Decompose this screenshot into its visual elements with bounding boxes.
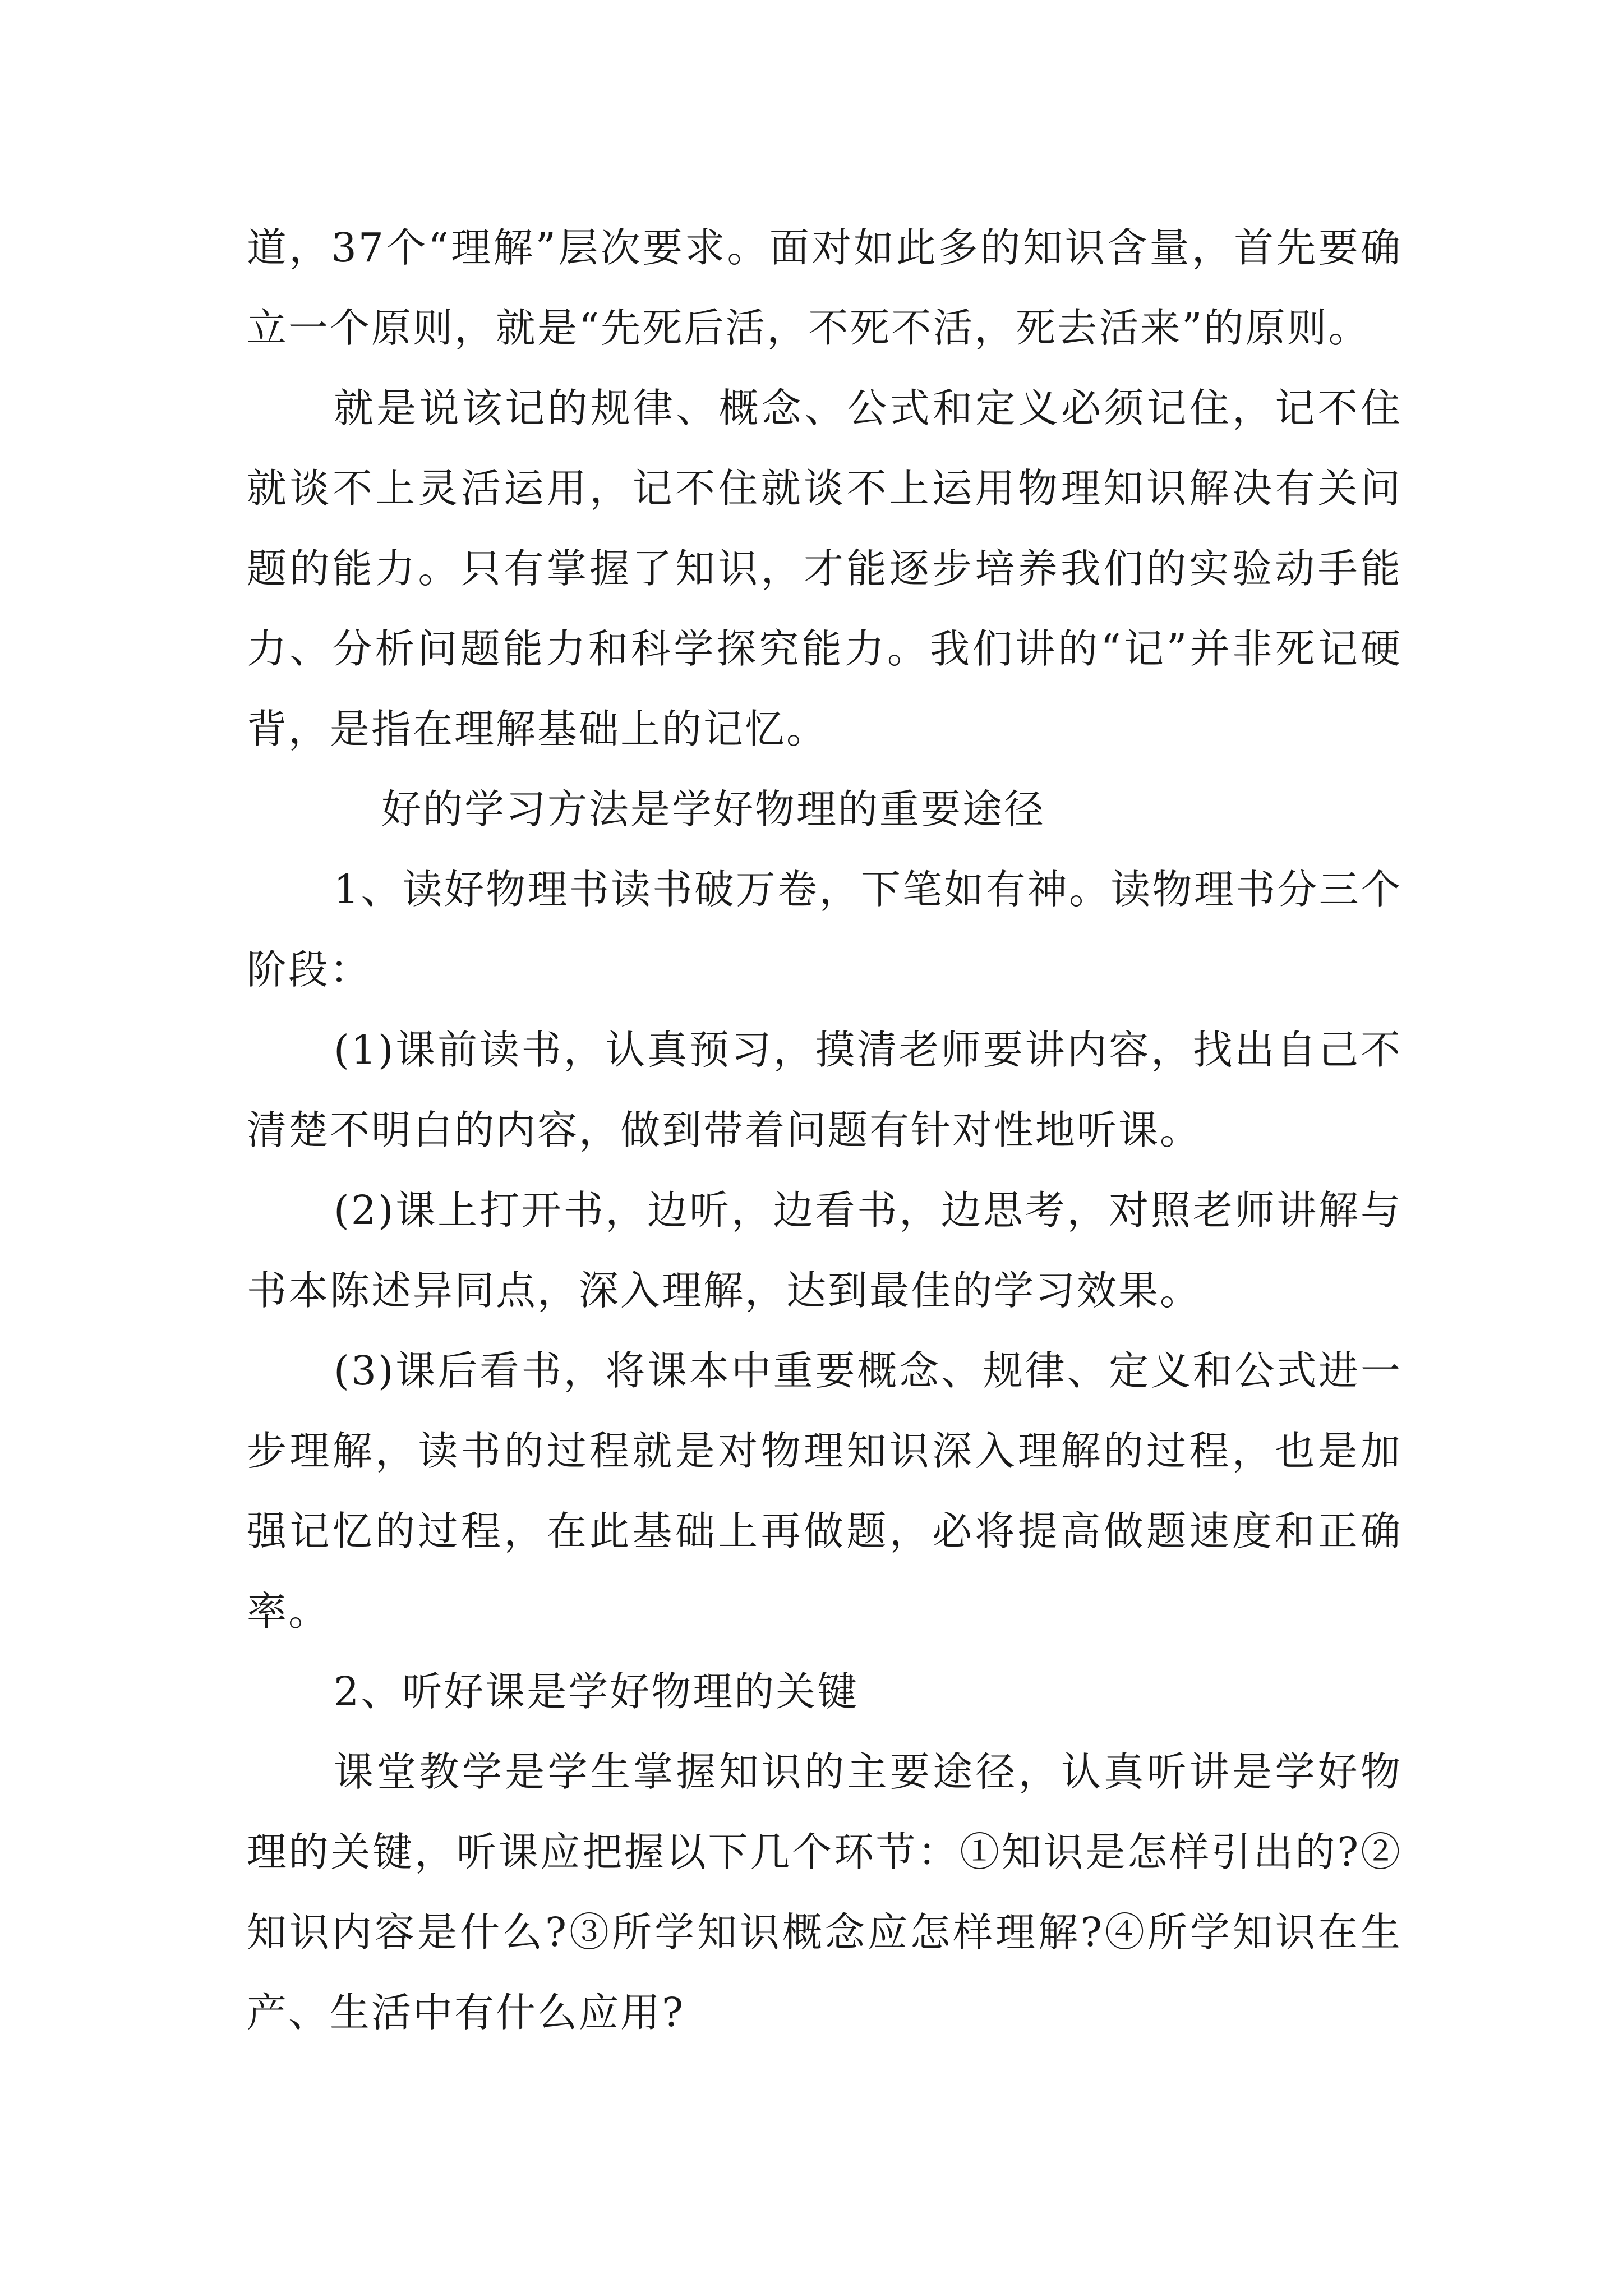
paragraph-classroom: 课堂教学是学生掌握知识的主要途径，认真听讲是学好物理的关键，听课应把握以下几个环节：①知识是怎样引出的?②知识内容是什么?③所学知识概念应怎样理解?④所学知识在生产、生活中有什么应用? [247, 1749, 1402, 2036]
list-item-after-class: (3)课后看书，将课本中重要概念、规律、定义和公式进一步理解，读书的过程就是对物理知识深入理解的过程，也是加强记忆的过程，在此基础上再做题，必将提高做题速度和正确率。 [247, 1347, 1402, 1635]
section-heading: 好的学习方法是学好物理的重要途径 [381, 786, 1046, 832]
list-item-before-class: (1)课前读书，认真预习，摸清老师要讲内容，找出自己不清楚不明白的内容，做到带着问题有针对性地听课。 [247, 1027, 1402, 1153]
list-item-in-class: (2)课上打开书，边听，边看书，边思考，对照老师讲解与书本陈述异同点，深入理解，达到最佳的学习效果。 [247, 1187, 1402, 1314]
paragraph-listen-heading: 2、听好课是学好物理的关键 [334, 1668, 859, 1715]
paragraph-read-books: 1、读好物理书读书破万卷，下笔如有神。读物理书分三个阶段： [247, 866, 1402, 993]
document-body [247, 208, 1402, 2053]
paragraph-memory: 就是说该记的规律、概念、公式和定义必须记住，记不住就谈不上灵活运用，记不住就谈不上运用物理知识解决有关问题的能力。只有掌握了知识，才能逐步培养我们的实验动手能力、分析问题能力和科学探究能力。我们讲的“记”并非死记硬背，是指在理解基础上的记忆。 [247, 385, 1402, 752]
paragraph-continuation: 道，37个“理解”层次要求。面对如此多的知识含量，首先要确立一个原则，就是“先死后活，不死不活，死去活来”的原则。 [247, 224, 1402, 351]
